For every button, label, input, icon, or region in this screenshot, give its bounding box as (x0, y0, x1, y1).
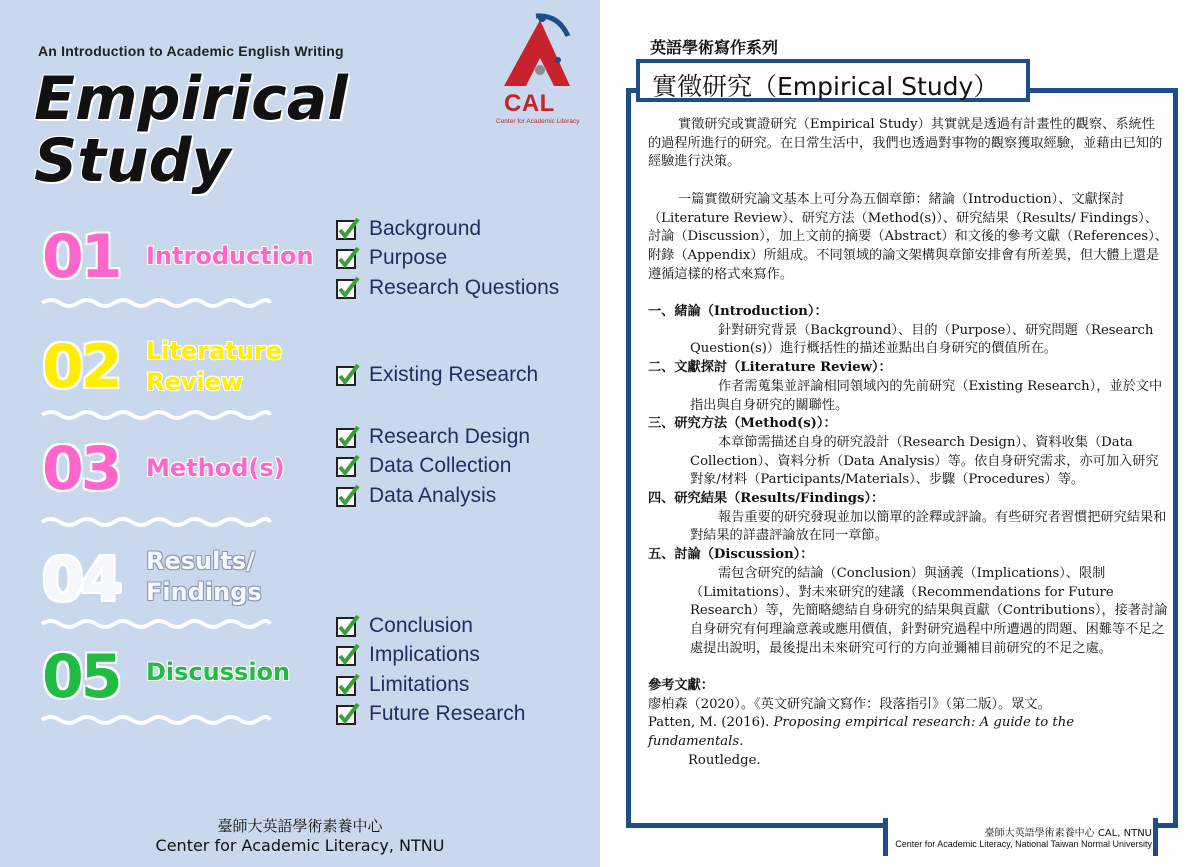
checkbox-icon (336, 484, 360, 508)
checklist-item-label: Conclusion (369, 613, 473, 637)
series-label: 英語學術寫作系列 (650, 38, 779, 57)
section-items-05 (336, 611, 525, 729)
checklist-item-label: Future Research (369, 702, 526, 726)
checkbox-icon (336, 673, 360, 697)
page-title: 實徵研究（Empirical Study） (652, 72, 999, 101)
checkbox-icon (336, 363, 360, 387)
section-label-05 (146, 657, 290, 688)
reference-title: Proposing empirical research: A guide to the fundamentals (648, 715, 1075, 750)
chapter-body: 需包含研究的結論（Conclusion）與涵義（Implications）、限制（Limitations）、對未來研究的建議（Recommendations for Future Research）等，先簡略總結自身研究的結果與貢獻（Contributions），接著討論自身研究有何理論意義或應用價值，針對研究過程中所遭遇的問題、困難等不足之處提出說明，最後提出未來研究可行的方向並彌補目前研究的不足之處。 (690, 565, 1168, 656)
checkbox-icon (336, 217, 360, 241)
section-number-05: 05 (42, 642, 120, 712)
checklist-item (336, 452, 530, 482)
chapter-heading: 四、研究結果（Results/Findings）： (648, 491, 885, 507)
reference-punct: . (739, 734, 744, 750)
cal-logo-text: CAL (504, 90, 555, 117)
section-label-03-line1: Method(s) (146, 454, 285, 482)
section-number-04: 04 (42, 545, 120, 615)
section-label-01-line1: Introduction (146, 242, 314, 270)
section-number-02: 02 (42, 332, 120, 402)
frame-tick-right (1153, 818, 1158, 856)
section-label-02 (146, 336, 282, 398)
section-number-03: 03 (42, 434, 120, 504)
section-label-04-line2: Findings (146, 578, 262, 606)
checklist-item (336, 670, 525, 700)
checklist-item (336, 360, 538, 390)
section-label-05-line1: Discussion (146, 658, 291, 686)
section-label-04 (146, 546, 262, 608)
checklist-item (336, 273, 559, 303)
reference-item (648, 714, 1168, 751)
chapter-body: 針對研究背景（Background）、目的（Purpose）、研究問題（Research Question(s)）進行概括性的描述並點出自身研究的價值所在。 (690, 322, 1154, 357)
poster-subtitle: An Introduction to Academic English Writing (38, 43, 344, 59)
checklist-item-label: Background (369, 216, 482, 240)
cal-logo-subtext: Center for Academic Literacy (496, 118, 580, 125)
chapter-body: 本章節需描述自身的研究設計（Research Design）、資料收集（Data Collection）、資料分析（Data Analysis）等。依自身研究需求，亦可加入研究對象/材料（Participants/Materials）、步驟（Procedures）等。 (690, 434, 1159, 488)
checklist-item (336, 481, 530, 511)
reference-publisher: Routledge. (688, 752, 761, 768)
chapter-heading: 五、討論（Discussion）： (648, 547, 814, 563)
checklist-item-label: Research Design (369, 424, 531, 448)
checklist-item (336, 214, 559, 244)
frame-bottom-left (626, 823, 886, 828)
checklist-item-label: Existing Research (369, 362, 539, 386)
chapter-heading: 二、文獻探討（Literature Review）： (648, 360, 892, 376)
references-heading: 參考文獻： (648, 678, 714, 694)
reference-item: 廖柏森（2020）。《英文研究論文寫作：段落指引》（第二版）。眾文。 (648, 696, 1051, 712)
poster-title (34, 64, 348, 196)
checklist-item (336, 422, 530, 452)
checklist-item-label: Research Questions (369, 275, 560, 299)
checklist-item (336, 641, 525, 671)
checkbox-icon (336, 702, 360, 726)
chapter-body: 作者需蒐集並評論相同領域內的先前研究（Existing Research），並於文中指出與自身研究的關聯性。 (690, 378, 1163, 413)
wave-divider (40, 713, 272, 727)
chapter-heading: 三、研究方法（Method(s)）： (648, 416, 837, 432)
checklist-item (336, 700, 525, 730)
poster-title-line1: Empirical (34, 64, 348, 134)
section-items-02 (336, 360, 538, 390)
poster-right-panel (600, 0, 1200, 867)
section-label-03 (146, 453, 285, 484)
section-items-01 (336, 214, 559, 303)
right-footer-zh: 臺師大英語學術素養中心 CAL, NTNU (984, 828, 1152, 839)
checklist-item-label: Data Analysis (369, 483, 497, 507)
checklist-item-label: Data Collection (369, 454, 512, 478)
cal-logo-mark (496, 10, 586, 92)
section-number-01: 01 (42, 222, 120, 292)
checkbox-icon (336, 454, 360, 478)
right-footer-en: Center for Academic Literacy, National Taiwan Normal University (895, 839, 1152, 849)
section-label-02-line1: Literature (146, 337, 282, 365)
checkbox-icon (336, 276, 360, 300)
section-label-01 (146, 241, 314, 272)
wave-divider (40, 408, 272, 422)
article-body (648, 116, 1168, 771)
section-items-03 (336, 422, 530, 511)
wave-divider (40, 617, 272, 631)
reference-author: Patten, M. (2016). (648, 715, 774, 731)
page-title-box (636, 59, 1030, 102)
checkbox-icon (336, 425, 360, 449)
chapter-heading: 一、緒論（Introduction）： (648, 304, 828, 319)
checkbox-icon (336, 643, 360, 667)
checklist-item-label: Limitations (369, 672, 470, 696)
checkbox-icon (336, 246, 360, 270)
section-label-02-line2: Review (146, 368, 244, 396)
checkbox-icon (336, 614, 360, 638)
structure-paragraph: 一篇實徵研究論文基本上可分為五個章節：緒論（Introduction）、文獻探討（Literature Review）、研究方法（Method(s)）、研究結果（Results/ Findings）、討論（Discussion），加上文前的摘要（Abstract）和文後的參考文獻（References）、附錄（Appendix）所組成。不同領域的論文架構與章節安排會有所差異，但大體上還是遵循這樣的格式來寫作。 (648, 191, 1168, 282)
wave-divider (40, 296, 272, 310)
checklist-item-label: Implications (369, 643, 480, 667)
left-footer-zh: 臺師大英語學術素養中心 (217, 817, 383, 835)
checklist-item-label: Purpose (369, 246, 448, 270)
wave-divider (40, 515, 272, 529)
cal-logo (496, 10, 586, 125)
intro-paragraph: 實徵研究或實證研究（Empirical Study）其實就是透過有計畫性的觀察、系統性的過程所進行的研究。在日常生活中，我們也透過對事物的觀察獲取經驗，並藉由已知的經驗進行決策。 (648, 117, 1163, 170)
checklist-item (336, 244, 559, 274)
poster-title-line2: Study (34, 126, 231, 196)
section-label-04-line1: Results/ (146, 547, 255, 575)
chapter-body: 報告重要的研究發現並加以簡單的詮釋或評論。有些研究者習慣把研究結果和對結果的詳盡評論放在同一章節。 (690, 509, 1167, 544)
checklist-item (336, 611, 525, 641)
left-footer-en: Center for Academic Literacy, NTNU (155, 836, 445, 855)
frame-tick-left (883, 818, 888, 856)
